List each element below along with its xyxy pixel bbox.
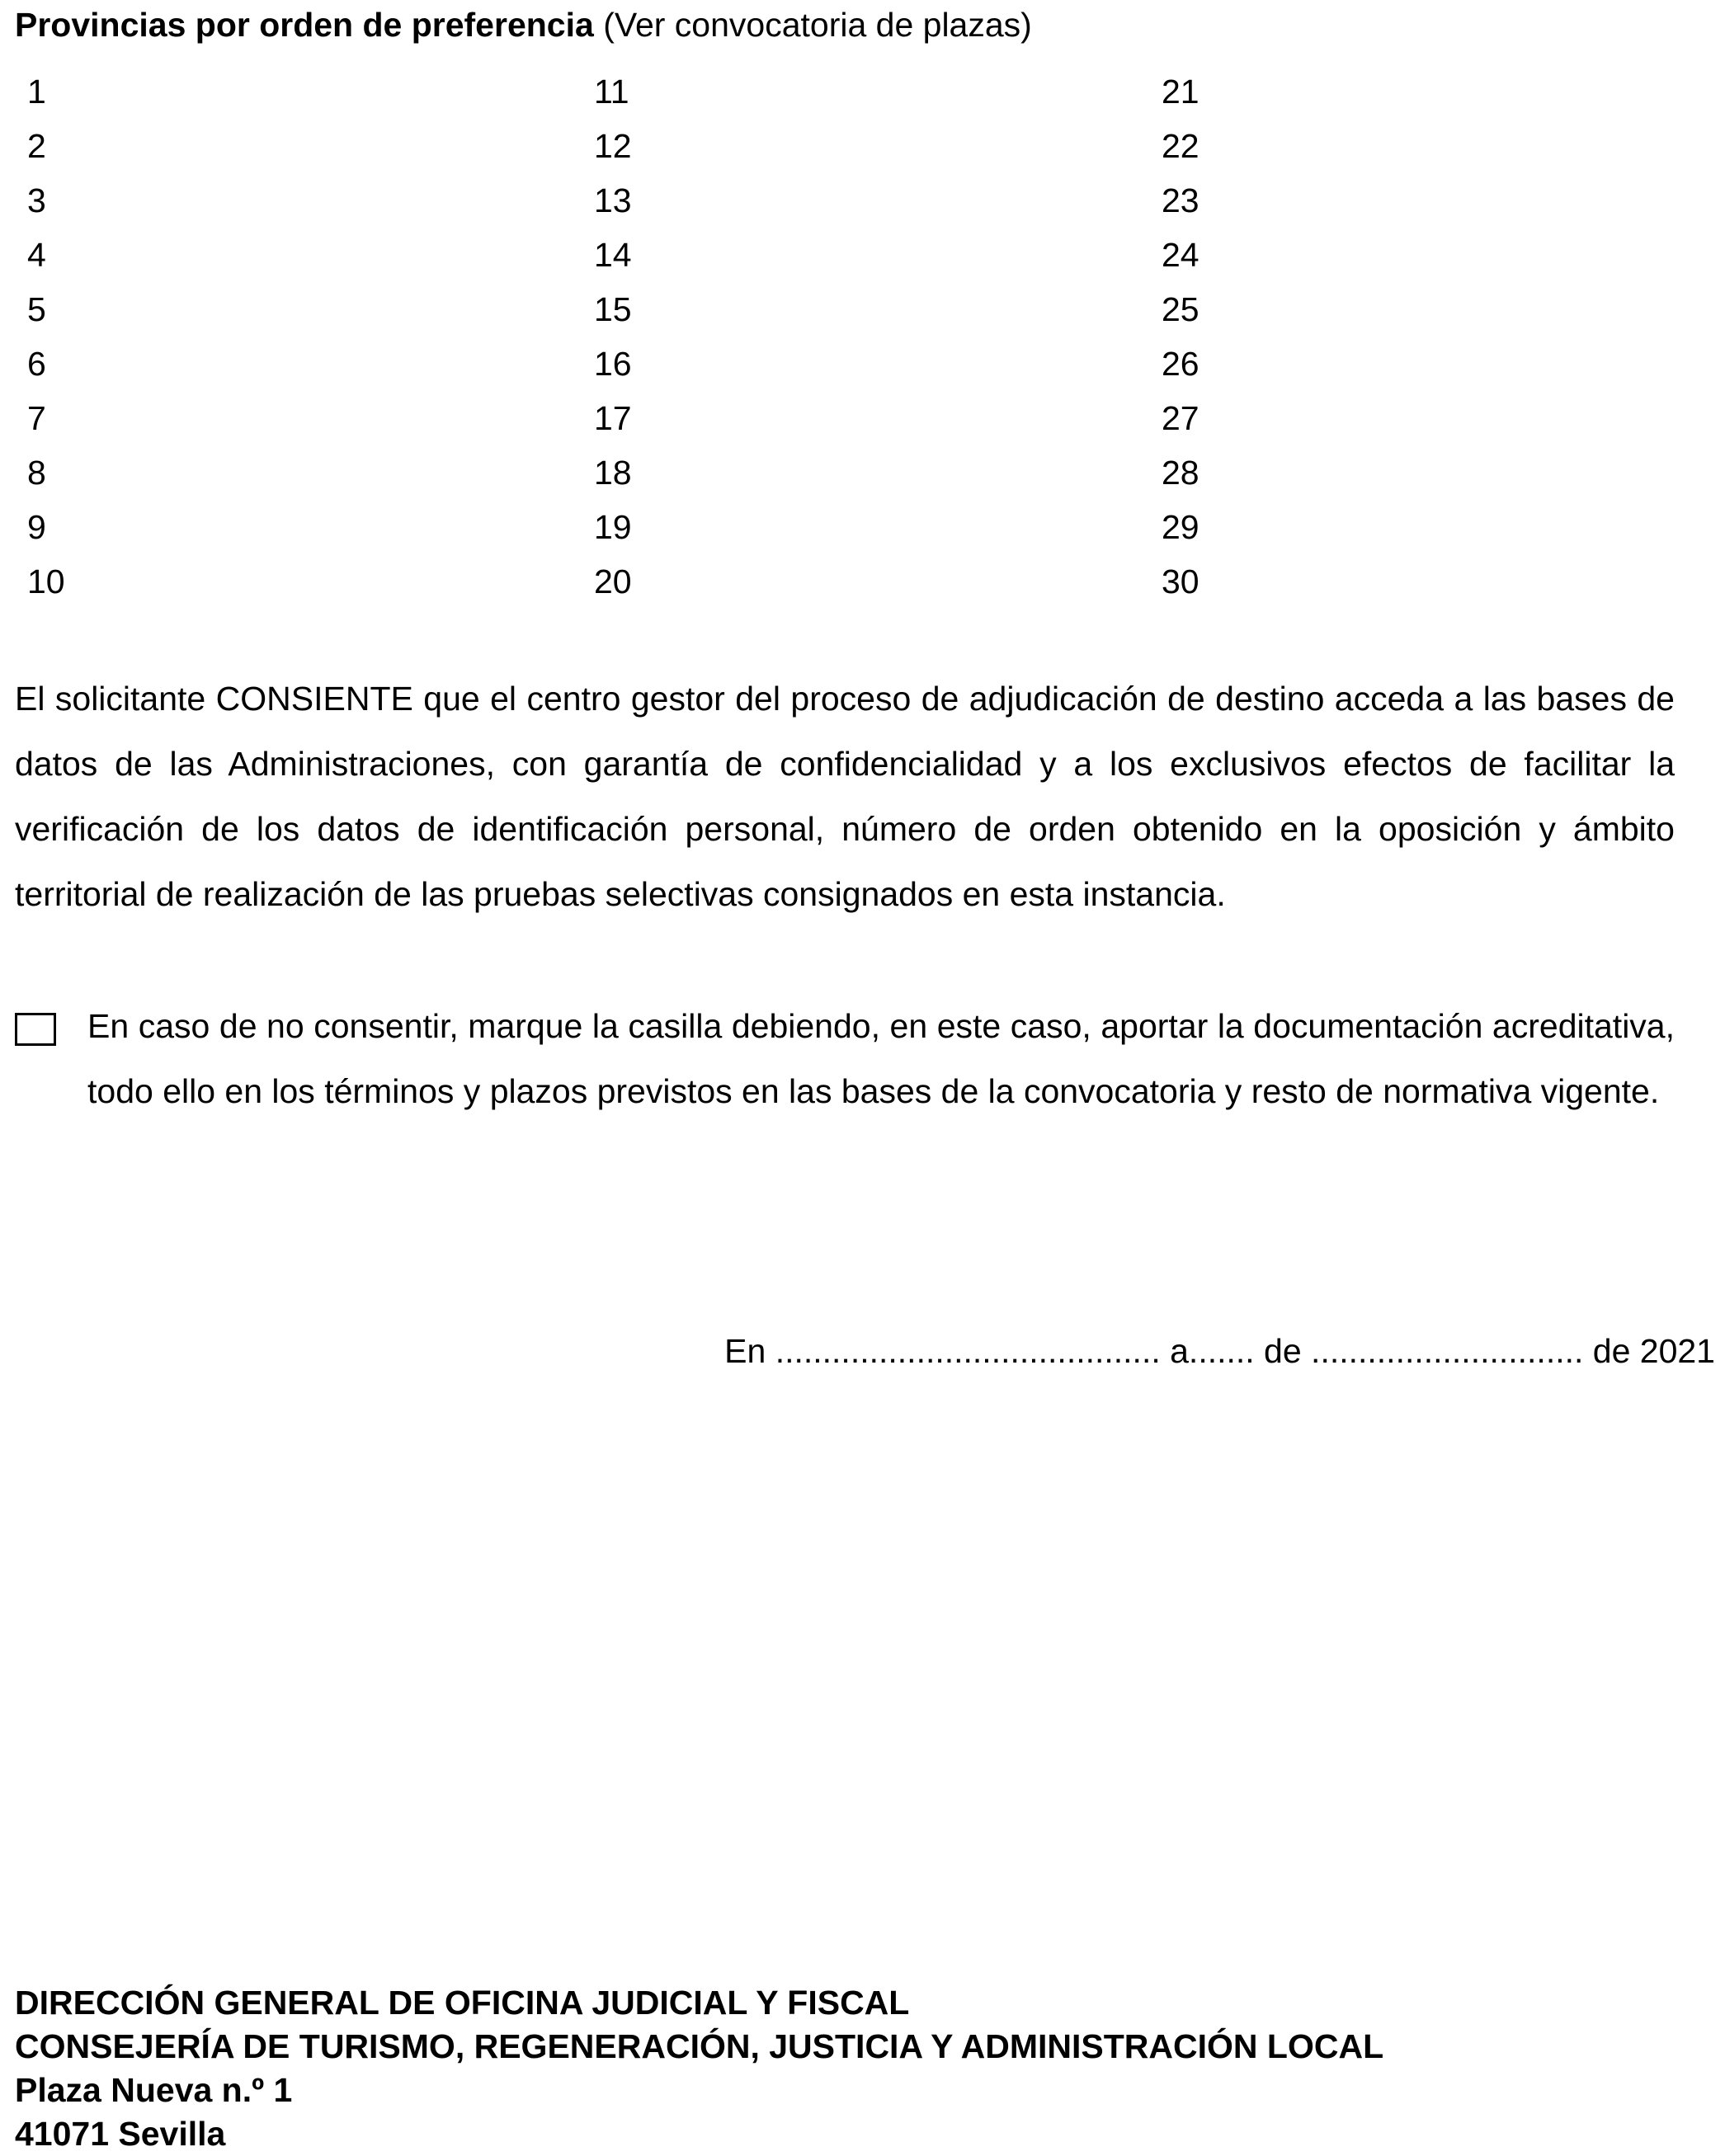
preference-number: 12 (594, 127, 632, 165)
optout-checkbox[interactable] (15, 1013, 56, 1046)
preference-number: 8 (27, 454, 46, 492)
preference-number: 30 (1162, 563, 1199, 600)
preference-number: 11 (594, 73, 629, 111)
footer-line: Plaza Nueva n.º 1 (15, 2071, 293, 2109)
preference-number: 18 (594, 454, 632, 492)
footer-address (15, 1981, 1383, 2156)
optout-text: En caso de no consentir, marque la casilla debiendo, en este caso, aportar la documentación acreditativa, todo ello en los términos y plazos previstos en las bases de la convocatoria y resto de normativa vigente. (87, 1007, 1675, 1110)
footer-line: 41071 Sevilla (15, 2115, 226, 2153)
footer-line: CONSEJERÍA DE TURISMO, REGENERACIÓN, JUSTICIA Y ADMINISTRACIÓN LOCAL (15, 2027, 1384, 2065)
heading-note: (Ver convocatoria de plazas) (603, 6, 1032, 44)
heading-bold: Provincias por orden de preferencia (15, 6, 594, 44)
preference-number: 19 (594, 508, 632, 546)
preference-number: 9 (27, 508, 46, 546)
preference-number: 1 (27, 73, 46, 111)
preference-number: 15 (594, 290, 632, 328)
preference-number: 24 (1162, 236, 1199, 274)
preference-column-2 (594, 64, 632, 609)
preference-number: 4 (27, 236, 46, 274)
preference-number: 3 (27, 181, 46, 219)
preference-number: 28 (1162, 454, 1199, 492)
preference-number: 13 (594, 181, 632, 219)
preference-number: 23 (1162, 181, 1199, 219)
preference-number: 25 (1162, 290, 1199, 328)
preference-number: 2 (27, 127, 46, 165)
preference-number: 17 (594, 399, 632, 437)
preference-number: 6 (27, 345, 46, 383)
preference-column-3 (1162, 64, 1199, 609)
consent-paragraph: El solicitante CONSIENTE que el centro gestor del proceso de adjudicación de destino acceda a las bases de datos de las Administraciones, con garantía de confidencialidad y a los exclusivos efectos de facilitar la verificación de los datos de identificación personal, número de orden obtenido en la oposición y ámbito territorial de realización de las pruebas selectivas consignados en esta instancia. (15, 680, 1675, 913)
preference-number: 14 (594, 236, 632, 274)
date-line: En ......................................... a....... de ............................. de 2021 (724, 1332, 1715, 1370)
section-heading (15, 2, 1032, 48)
preference-number: 26 (1162, 345, 1199, 383)
preference-number: 20 (594, 563, 632, 600)
preference-number: 22 (1162, 127, 1199, 165)
preference-column-1 (27, 64, 65, 609)
preference-number: 10 (27, 563, 65, 600)
preference-number: 7 (27, 399, 46, 437)
preference-number: 16 (594, 345, 632, 383)
preference-number: 29 (1162, 508, 1199, 546)
footer-line: DIRECCIÓN GENERAL DE OFICINA JUDICIAL Y FISCAL (15, 1984, 910, 2022)
preference-number: 21 (1162, 73, 1199, 111)
preference-number: 5 (27, 290, 46, 328)
preference-number: 27 (1162, 399, 1199, 437)
